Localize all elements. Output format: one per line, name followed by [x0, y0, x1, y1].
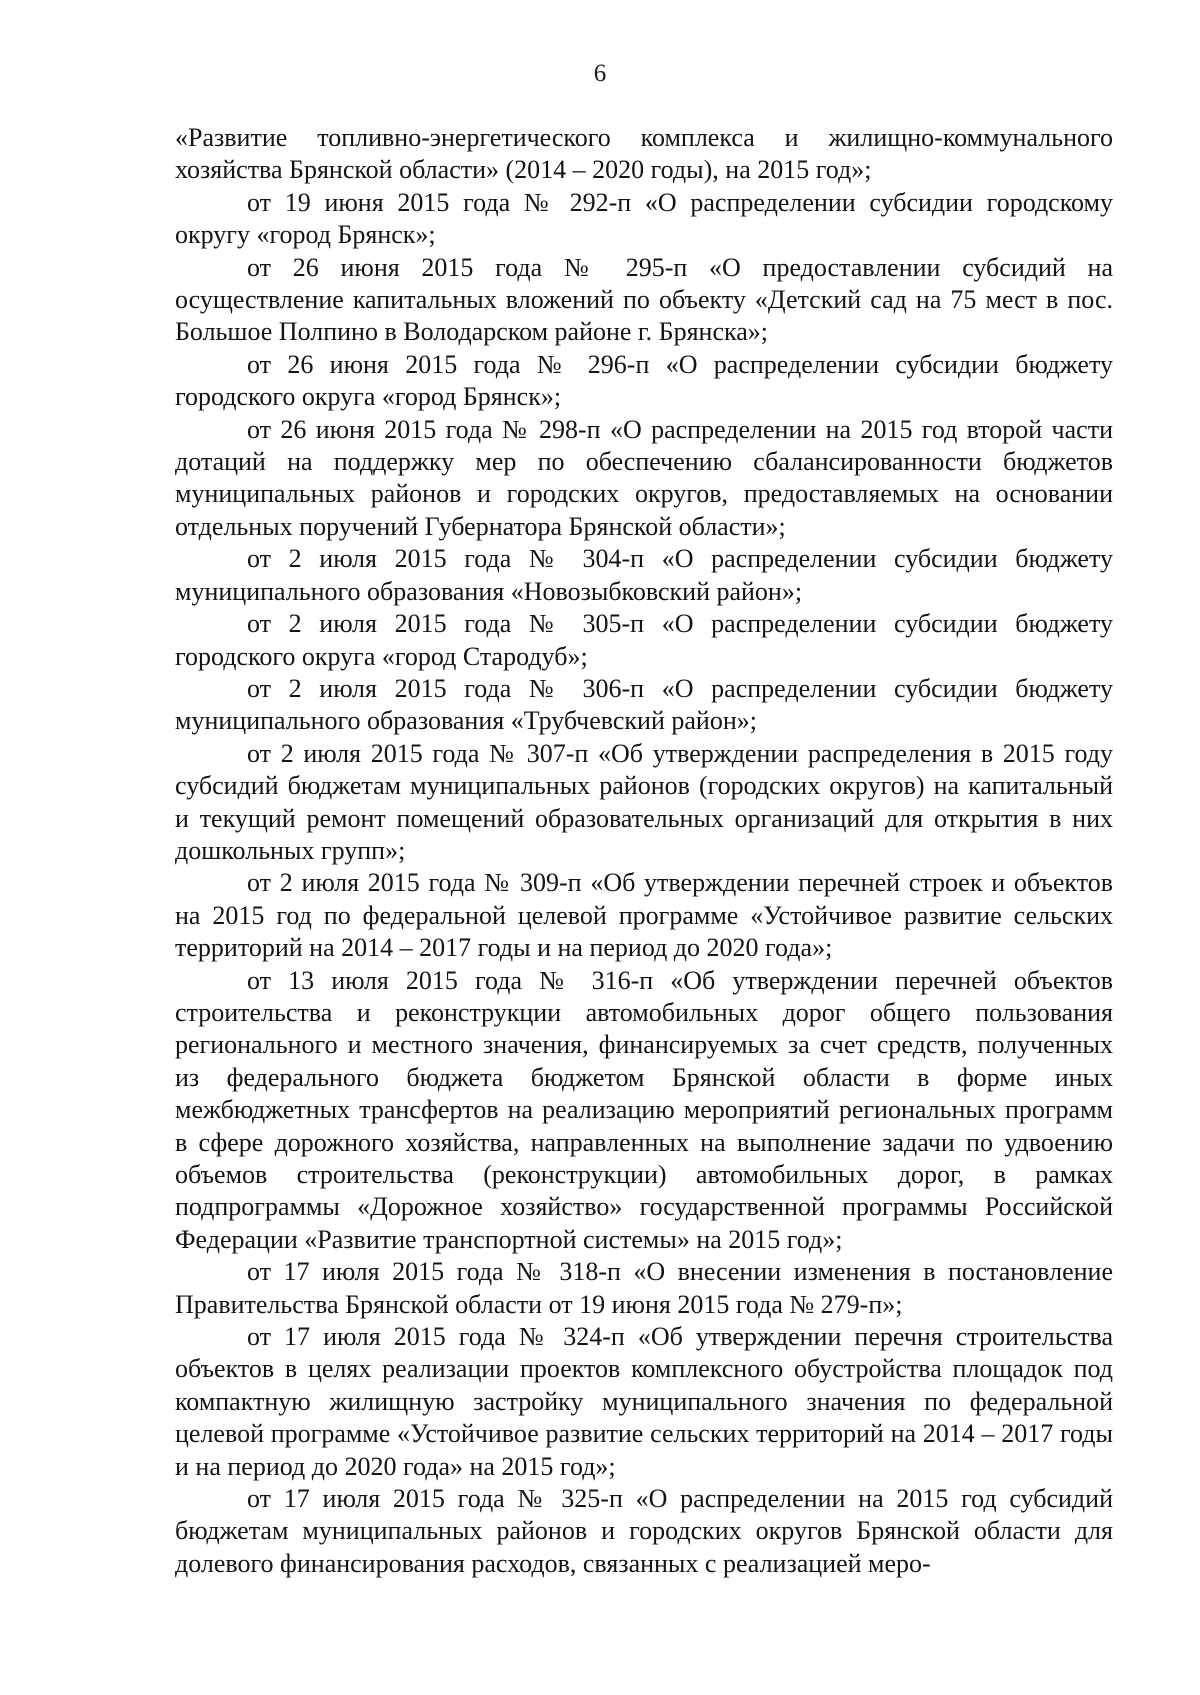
paragraph-resolution-324: от 17 июля 2015 года № 324-п «Об утверждении перечня строительства объектов в целях реализации проектов комплексного обустройства площадок под компактную жилищную застройку муниципального значения по федеральной целевой программе «Устойчивое развитие сельских территорий на 2014 – 2017 годы и на период до 2020 года» на 2015 год»;	[175, 1322, 1113, 1481]
paragraph-resolution-305: от 2 июля 2015 года № 305-п «О распределении субсидии бюджету городского округа «город Стародуб»;	[175, 609, 1113, 671]
paragraph-resolution-325: от 17 июля 2015 года № 325-п «О распределении на 2015 год субсидий бюджетам муниципальных районов и городских округов Брянской области для долевого финансирования расходов, связанных с реализацией меро-	[175, 1484, 1113, 1578]
paragraph-resolution-307: от 2 июля 2015 года № 307-п «Об утверждении распределения в 2015 году субсидий бюджетам муниципальных районов (городских округов) на капитальный и текущий ремонт помещений образовательных организаций для открытия в них дошкольных групп»;	[175, 738, 1113, 865]
paragraph-resolution-304: от 2 июля 2015 года № 304-п «О распределении субсидии бюджету муниципального образования «Новозыбковский район»;	[175, 544, 1113, 606]
document-body	[175, 122, 1113, 1580]
paragraph-resolution-296: от 26 июня 2015 года № 296-п «О распределении субсидии бюджету городского округа «город Брянск»;	[175, 349, 1113, 412]
page-number: 6	[593, 60, 607, 87]
paragraph-resolution-318: от 17 июля 2015 года № 318-п «О внесении изменения в постановление Правительства Брянской области от 19 июня 2015 года № 279-п»;	[175, 1257, 1113, 1319]
paragraph-resolution-306: от 2 июля 2015 года № 306-п «О распределении субсидии бюджету муниципального образования «Трубчевский район»;	[175, 673, 1113, 736]
paragraph-resolution-295: от 26 июня 2015 года № 295-п «О предоставлении субсидий на осуществление капитальных вложений по объекту «Детский сад на 75 мест в пос. Большое Полпино в Володарском районе г. Брянска»;	[175, 252, 1113, 347]
paragraph-resolution-292: от 19 июня 2015 года № 292-п «О распределении субсидии городскому округу «город Брянск»;	[175, 187, 1113, 250]
paragraph-continuation: «Развитие топливно-энергетического комплекса и жилищно-коммунального хозяйства Брянской области» (2014 – 2020 годы), на 2015 год»;	[175, 123, 1113, 185]
paragraph-resolution-316: от 13 июля 2015 года № 316-п «Об утверждении перечней объектов строительства и реконструкции автомобильных дорог общего пользования регионального и местного значения, финансируемых за счет средств, полученных из федерального бюджета бюджетом Брянской области в форме иных межбюджетных трансфертов на реализацию мероприятий региональных программ в сфере дорожного хозяйства, направленных на выполнение задачи по удвоению объемов строительства (реконструкции) автомобильных дорог, в рамках подпрограммы «Дорожное хозяйство» государственной программы Российской Федерации «Развитие транспортной системы» на 2015 год»;	[175, 965, 1113, 1254]
paragraph-resolution-298: от 26 июня 2015 года № 298-п «О распределении на 2015 год второй части дотаций на поддержку мер по обеспечению сбалансированности бюджетов муниципальных районов и городских округов, предоставляемых на основании отдельных поручений Губернатора Брянской области»;	[175, 414, 1113, 541]
paragraph-resolution-309: от 2 июля 2015 года № 309-п «Об утверждении перечней строек и объектов на 2015 год по федеральной целевой программе «Устойчивое развитие сельских территорий на 2014 – 2017 годы и на период до 2020 года»;	[175, 868, 1113, 963]
